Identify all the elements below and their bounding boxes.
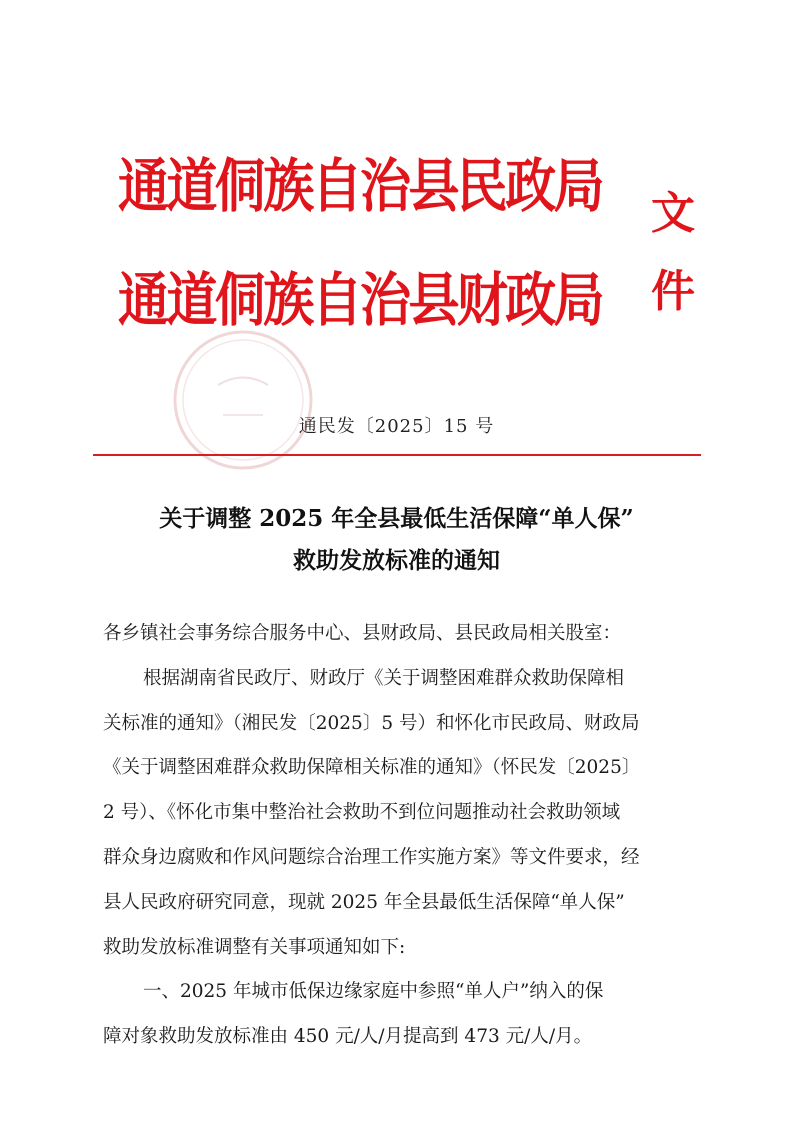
document-title [60, 498, 733, 582]
body-line: 县人民政府研究同意，现就 2025 年全县最低生活保障“单人保” [103, 891, 625, 913]
masthead-line-civil-affairs: 通道侗族自治县民政局 [118, 152, 603, 220]
masthead-suffix-jian: 件 [651, 266, 695, 317]
title-line-1: 关于调整 2025 年全县最低生活保障“单人保” [159, 505, 634, 532]
masthead [118, 150, 718, 350]
body-line: 救助发放标准调整有关事项通知如下: [103, 936, 406, 958]
red-divider-rule [93, 454, 701, 456]
body-line: 2 号）、《怀化市集中整治社会救助不到位问题推动社会救助领域 [103, 802, 621, 824]
seal-stamp-icon [168, 325, 318, 475]
addressee-line: 各乡镇社会事务综合服务中心、县财政局、县民政局相关股室： [103, 623, 622, 644]
title-line-2: 救助发放标准的通知 [293, 547, 500, 574]
body-line: 障对象救助发放标准由 450 元/人/月提高到 473 元/人/月。 [103, 1026, 593, 1048]
body-line: 《关于调整困难群众救助保障相关标准的通知》（怀民发〔2025〕 [103, 757, 641, 779]
masthead-line-finance: 通道侗族自治县财政局 [118, 266, 603, 334]
masthead-suffix-wen: 文 [651, 188, 695, 239]
body-line: 一、2025 年城市低保边缘家庭中参照“单人户”纳入的保 [143, 981, 604, 1003]
document-number: 通民发〔2025〕15 号 [298, 416, 495, 437]
body-line: 根据湖南省民政厅、财政厅《关于调整困难群众救助保障相 [143, 667, 625, 689]
body-line: 关标准的通知》（湘民发〔2025〕5 号）和怀化市民政局、财政局 [103, 712, 640, 734]
document-body [103, 612, 703, 1060]
body-line: 群众身边腐败和作风问题综合治理工作实施方案》等文件要求，经 [103, 846, 640, 868]
